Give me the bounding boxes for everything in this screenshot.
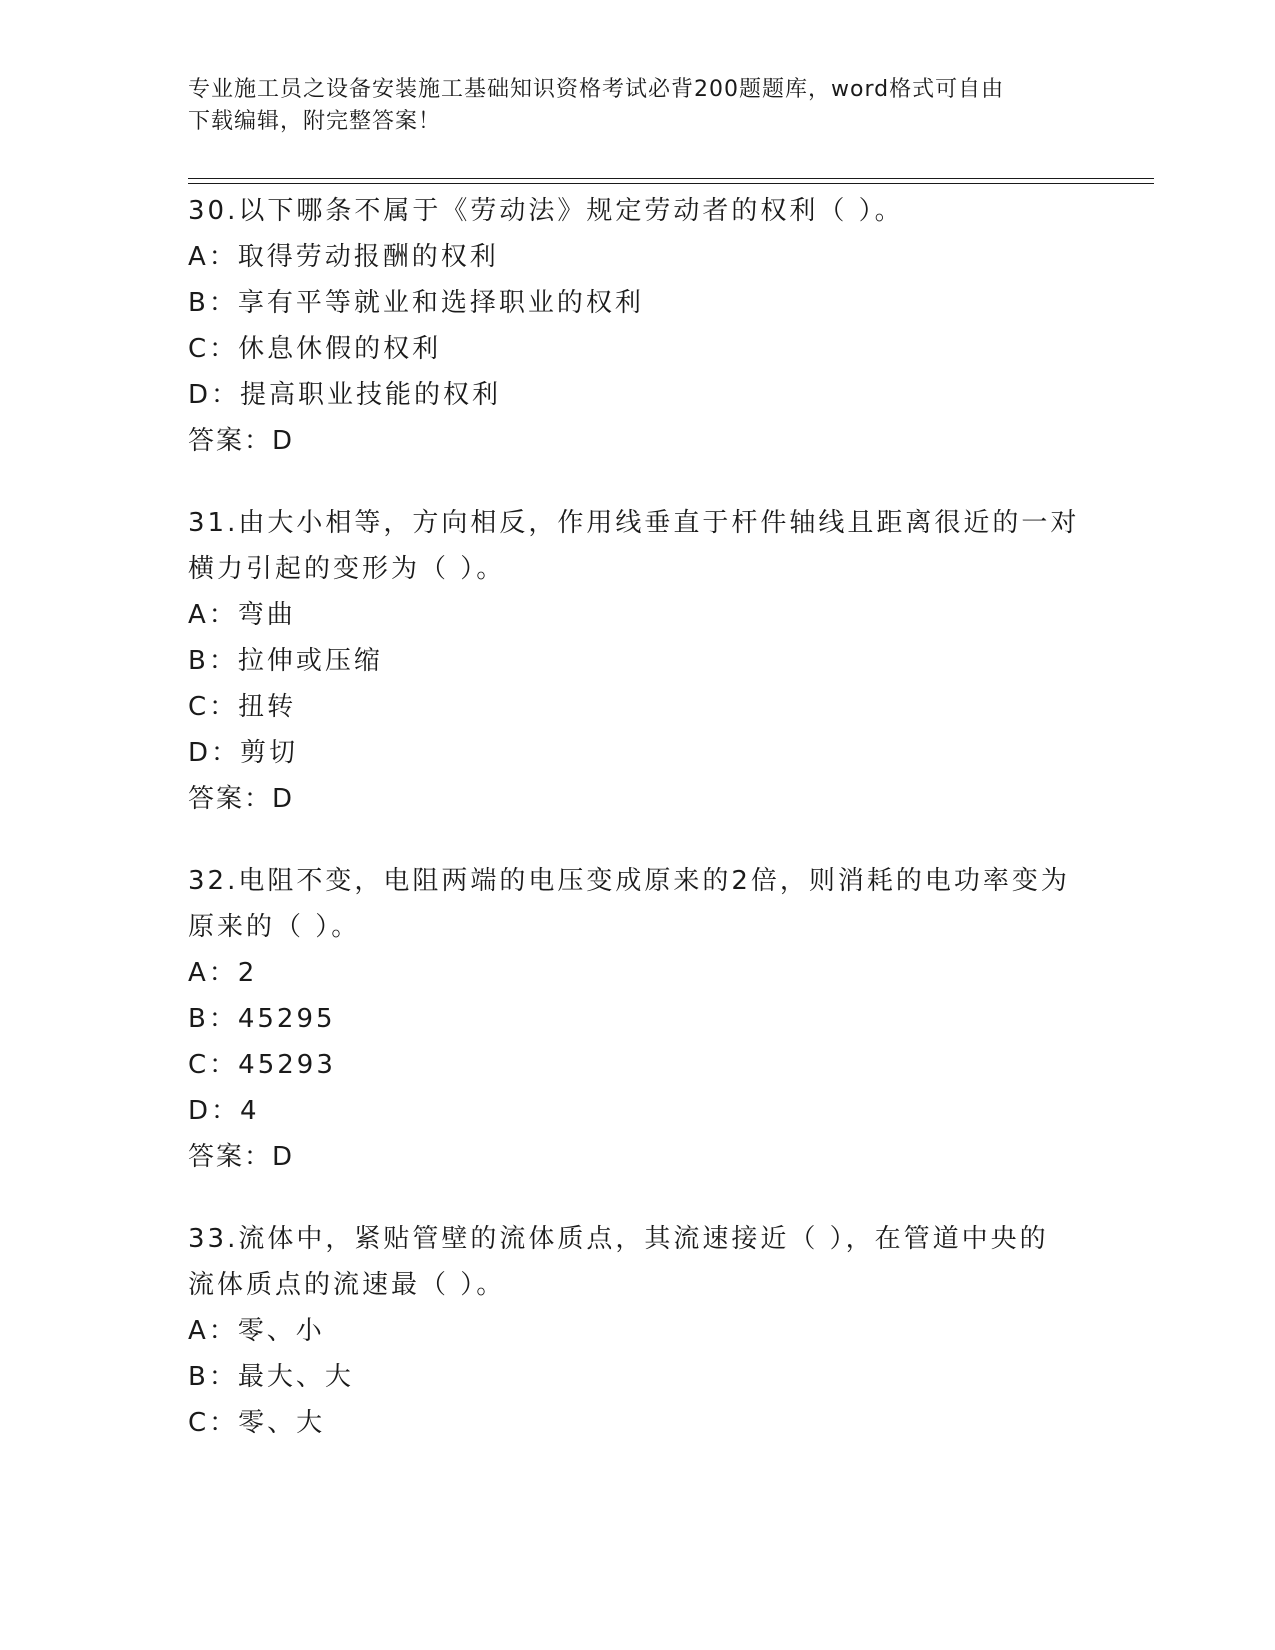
question-text-line-2: 原来的（ ）。 <box>188 912 361 942</box>
option-b: B：享有平等就业和选择职业的权利 <box>188 288 644 318</box>
header-line-2: 下载编辑，附完整答案！ <box>188 109 442 134</box>
question-32 <box>188 858 1088 1180</box>
option-b: B：最大、大 <box>188 1362 354 1392</box>
answer: 答案：D <box>188 784 295 814</box>
option-a: A：零、小 <box>188 1316 325 1346</box>
option-a: A：2 <box>188 958 258 988</box>
option-a: A：弯曲 <box>188 600 296 630</box>
option-c: C：零、大 <box>188 1408 326 1438</box>
option-a: A：取得劳动报酬的权利 <box>188 242 499 272</box>
question-list <box>188 188 1088 1482</box>
question-30 <box>188 188 1088 464</box>
option-b: B：拉伸或压缩 <box>188 646 383 676</box>
option-d: D：4 <box>188 1096 260 1126</box>
answer: 答案：D <box>188 1142 295 1172</box>
option-d: D：剪切 <box>188 738 299 768</box>
question-text-line-1: 31.由大小相等，方向相反，作用线垂直于杆件轴线且距离很近的一对 <box>188 508 1080 538</box>
option-b: B：45295 <box>188 1004 336 1034</box>
question-text-line-2: 流体质点的流速最（ ）。 <box>188 1270 506 1300</box>
answer: 答案：D <box>188 426 295 456</box>
header-divider-top <box>188 178 1154 179</box>
question-33 <box>188 1216 1088 1446</box>
option-c: C：扭转 <box>188 692 297 722</box>
question-text-line-2: 横力引起的变形为（ ）。 <box>188 554 506 584</box>
header-line-1: 专业施工员之设备安装施工基础知识资格考试必背200题题库，word格式可自由 <box>188 77 1005 102</box>
question-text: 30.以下哪条不属于《劳动法》规定劳动者的权利（ ）。 <box>188 196 904 226</box>
option-c: C：休息休假的权利 <box>188 334 442 364</box>
option-d: D：提高职业技能的权利 <box>188 380 502 410</box>
question-text-line-1: 33.流体中，紧贴管壁的流体质点，其流速接近（ ），在管道中央的 <box>188 1224 1049 1254</box>
question-31 <box>188 500 1088 822</box>
header-divider-bottom <box>188 183 1154 184</box>
question-text-line-1: 32.电阻不变，电阻两端的电压变成原来的2倍，则消耗的电功率变为 <box>188 866 1070 896</box>
option-c: C：45293 <box>188 1050 336 1080</box>
document-header <box>188 74 1068 138</box>
